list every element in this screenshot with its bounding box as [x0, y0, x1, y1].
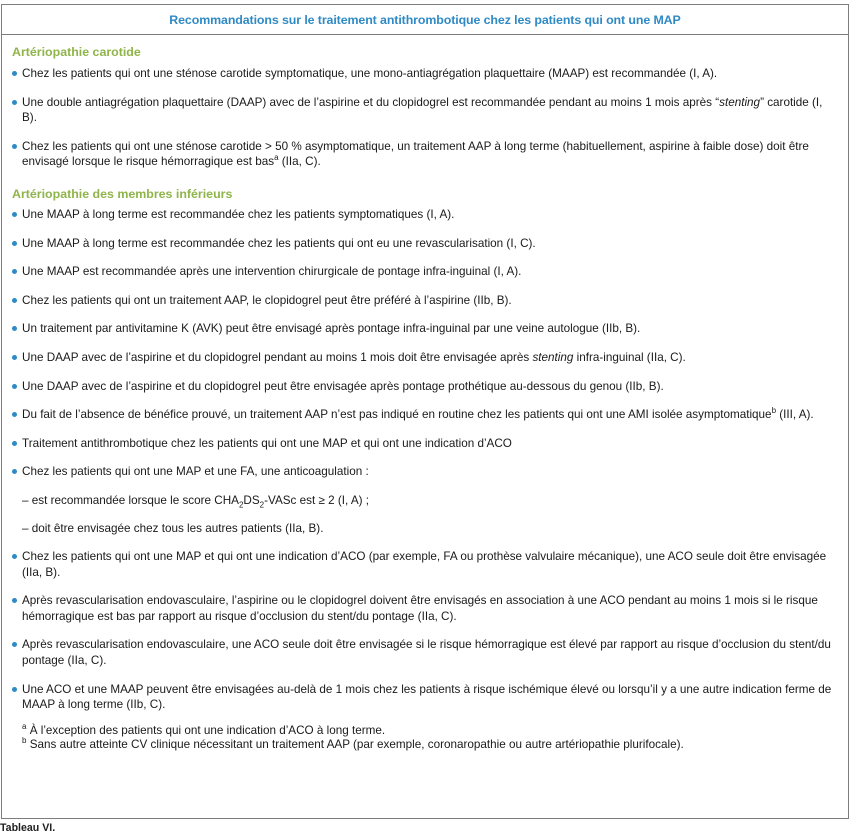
item-text: Une double antiagrégation plaquettaire (DAAP) avec de l’aspirine et du clopidogrel est recommandée pendant au moins 1 mois après “stenting” carotide (I, B). — [22, 95, 823, 125]
item-text: Chez les patients qui ont une sténose carotide > 50 % asymptomatique, un traitement AAP à long terme (habituellement, aspirine à faible dose) doit être envisagé lorsque le risque hémorragique est bas$^a$ (IIa, C). — [22, 139, 809, 169]
table-body — [2, 45, 848, 753]
list-item — [12, 321, 838, 337]
item-text: Une MAAP est recommandée après une intervention chirurgicale de pontage infra-inguinal (I, A). — [22, 265, 522, 279]
bullet-icon — [12, 212, 17, 217]
bullet-icon — [12, 469, 17, 474]
table-title: Recommandations sur le traitement antithrombotique chez les patients qui ont une MAP — [169, 12, 681, 27]
bullet-icon — [12, 384, 17, 389]
item-text: Chez les patients qui ont une MAP et une FA, une anticoagulation : — [22, 465, 369, 479]
list-item — [12, 350, 838, 366]
item-text: Du fait de l’absence de bénéfice prouvé, un traitement AAP n’est pas indiqué en routine chez les patients qui ont une AMI isolée asymptomatique$^b$ (III, A). — [22, 406, 814, 422]
list-item — [12, 549, 838, 580]
bullet-icon — [12, 144, 17, 149]
list-item — [12, 95, 838, 126]
list-item — [12, 682, 838, 713]
bullet-icon — [12, 326, 17, 331]
item-text: Chez les patients qui ont une MAP et qui ont une indication d’ACO (par exemple, FA ou prothèse valvulaire mécanique), une ACO seule doit être envisagée (IIa, B). — [22, 550, 827, 579]
bullet-icon — [12, 598, 17, 603]
bullet-icon — [12, 687, 17, 692]
list-item — [12, 207, 838, 223]
list-item — [12, 593, 838, 624]
item-text: Traitement antithrombotique chez les patients qui ont une MAP et qui ont une indication d’ACO — [22, 436, 512, 450]
sub-list-item: – doit être envisagée chez tous les autres patients (IIa, B). — [22, 521, 324, 535]
bullet-icon — [12, 269, 17, 274]
list-item — [12, 436, 838, 452]
table-caption: Tableau VI. — [0, 822, 56, 834]
table-header — [2, 5, 848, 35]
item-text: Une ACO et une MAAP peuvent être envisagées au-delà de 1 mois chez les patients à risque ischémique élevé ou lorsqu’il y a une autre indication ferme de MAAP à long terme (IIb, C). — [22, 682, 832, 712]
list-item — [12, 139, 838, 170]
section-heading-carotid: Artériopathie carotide — [12, 45, 141, 59]
item-text: Un traitement par antivitamine K (AVK) peut être envisagé après pontage infra-inguinal par une veine autologue (IIb, B). — [22, 322, 641, 336]
list-item — [12, 407, 838, 423]
item-text: Une MAAP à long terme est recommandée chez les patients qui ont eu une revascularisation (I, C). — [22, 236, 536, 250]
bullet-icon — [12, 412, 17, 417]
footnote-b: $^b$ Sans autre atteinte CV clinique nécessitant un traitement AAP (par exemple, coronaropathie ou autre artériopathie plurifocale). — [22, 736, 684, 752]
list-item — [12, 637, 838, 668]
bullet-icon — [12, 71, 17, 76]
sub-list-item: – est recommandée lorsque le score $CHA_2DS_2$-VASc est ≥ 2 (I, A) ; — [22, 493, 370, 510]
bullet-icon — [12, 554, 17, 559]
bullet-icon — [12, 642, 17, 647]
item-text: Une DAAP avec de l’aspirine et du clopidogrel pendant au moins 1 mois doit être envisagée après stenting infra-inguinal (IIa, C). — [22, 350, 686, 364]
bullet-icon — [12, 441, 17, 446]
bullet-icon — [12, 241, 17, 246]
item-text: Une DAAP avec de l’aspirine et du clopidogrel peut être envisagée après pontage prothétique au-dessous du genou (IIb, B). — [22, 379, 664, 393]
list-item — [12, 66, 838, 82]
list-item — [12, 293, 838, 309]
list-item — [12, 264, 838, 280]
item-text: Chez les patients qui ont une sténose carotide symptomatique, une mono-antiagrégation plaquettaire (MAAP) est recommandée (I, A). — [22, 67, 718, 80]
item-text: Après revascularisation endovasculaire, une ACO seule doit être envisagée si le risque hémorragique est élevé par rapport au risque d’occlusion du stent/du pontage (IIa, C). — [22, 638, 831, 668]
bullet-icon — [12, 100, 17, 105]
list-item — [12, 464, 838, 480]
item-text: Chez les patients qui ont un traitement AAP, le clopidogrel peut être préféré à l’aspirine (IIb, B). — [22, 293, 512, 307]
recommendations-table — [1, 4, 849, 819]
section-heading-lower-limbs: Artériopathie des membres inférieurs — [12, 186, 233, 201]
list-item — [12, 236, 838, 252]
item-text: Après revascularisation endovasculaire, l’aspirine ou le clopidogrel doivent être envisagés en association à une ACO pendant au moins 1 mois si le risque hémorragique est bas par rapport au risque d’occlusion du stent/du pontage (IIa, C). — [22, 594, 818, 623]
footnote-a: $^a$ À l’exception des patients qui ont une indication d’ACO à long terme. — [22, 721, 386, 737]
list-item — [12, 379, 838, 395]
bullet-icon — [12, 355, 17, 360]
item-text: Une MAAP à long terme est recommandée chez les patients symptomatiques (I, A). — [22, 207, 455, 221]
bullet-icon — [12, 298, 17, 303]
